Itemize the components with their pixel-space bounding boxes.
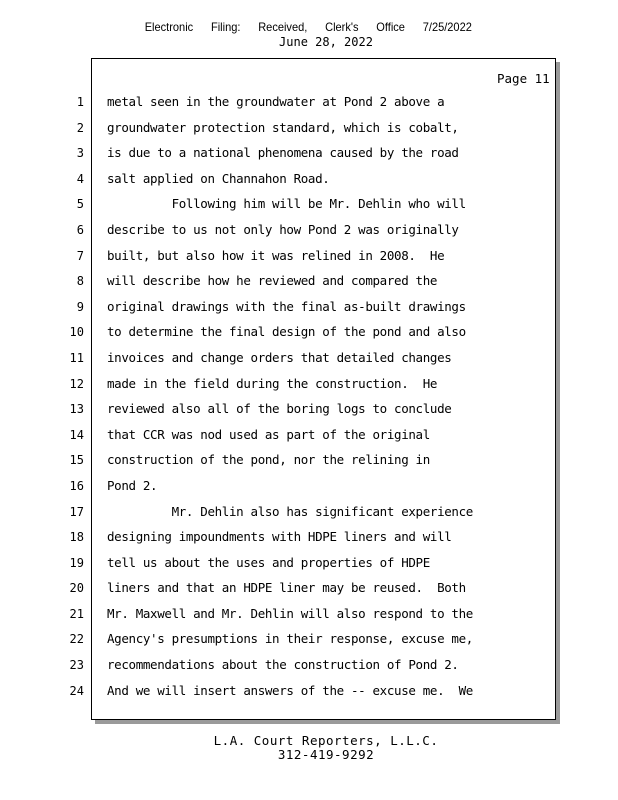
- transcript-line: to determine the final design of the pond and also: [107, 324, 466, 340]
- transcript-line: reviewed also all of the boring logs to conclude: [107, 401, 452, 417]
- line-number: 14: [69, 427, 84, 442]
- line-number: 4: [76, 171, 84, 186]
- line-number: 5: [76, 197, 84, 212]
- line-number: 2: [76, 120, 84, 135]
- transcript-line: Pond 2.: [107, 477, 158, 493]
- line-number: 17: [69, 504, 84, 519]
- line-number: 12: [69, 376, 84, 391]
- line-number: 22: [69, 632, 84, 647]
- transcript-line: describe to us not only how Pond 2 was originally: [107, 221, 459, 237]
- line-number: 16: [69, 478, 84, 493]
- transcript-line: salt applied on Channahon Road.: [107, 170, 330, 186]
- transcript-line: made in the field during the construction. He: [107, 375, 438, 391]
- transcript-line: designing impoundments with HDPE liners and will: [107, 529, 452, 545]
- transcript-line: tell us about the uses and properties of HDPE: [107, 554, 430, 570]
- line-number: 18: [69, 530, 84, 545]
- transcript-line: And we will insert answers of the -- excuse me. We: [107, 682, 473, 698]
- transcript-line: that CCR was nod used as part of the original: [107, 426, 430, 442]
- line-number: 9: [76, 299, 84, 314]
- filing-stamp-word: Office: [376, 20, 405, 34]
- transcript-line: is due to a national phenomena caused by the road: [107, 145, 459, 161]
- filing-stamp-word: Clerk's: [325, 20, 359, 34]
- court-reporter-name: L.A. Court Reporters, L.L.C.: [213, 733, 439, 748]
- line-number: 8: [76, 274, 84, 289]
- transcript-body: [107, 92, 547, 706]
- court-reporter-phone: 312-419-9292: [277, 747, 375, 762]
- line-number: 19: [69, 555, 84, 570]
- line-number: 6: [76, 222, 84, 237]
- transcript-line: Agency's presumptions in their response, excuse me,: [107, 631, 473, 647]
- line-number: 7: [76, 248, 84, 263]
- transcript-line: recommendations about the construction of Pond 2.: [107, 657, 459, 673]
- hearing-date: June 28, 2022: [279, 35, 373, 49]
- transcript-line: liners and that an HDPE liner may be reused. Both: [107, 580, 466, 596]
- line-number-column: [60, 92, 84, 706]
- transcript-line: Following him will be Mr. Dehlin who will: [107, 196, 466, 212]
- transcript-line: Mr. Dehlin also has significant experience: [107, 503, 473, 519]
- line-number: 23: [69, 658, 84, 673]
- filing-stamp-date: 7/25/2022: [422, 20, 472, 34]
- transcript-line: Mr. Maxwell and Mr. Dehlin will also respond to the: [107, 605, 473, 621]
- transcript-line: metal seen in the groundwater at Pond 2 above a: [107, 94, 445, 109]
- line-number: 21: [69, 606, 84, 621]
- line-number: 1: [76, 95, 84, 109]
- filing-stamp-word: Received,: [258, 20, 308, 34]
- line-number: 24: [69, 683, 84, 698]
- line-number: 10: [69, 325, 84, 340]
- line-number: 13: [69, 402, 84, 417]
- line-number: 11: [69, 350, 84, 365]
- transcript-line: original drawings with the final as-built drawings: [107, 298, 466, 314]
- transcript-line: construction of the pond, nor the relining in: [107, 452, 430, 468]
- line-number: 15: [69, 453, 84, 468]
- filing-stamp-word: Electronic: [144, 20, 194, 34]
- filing-stamp-word: Filing:: [210, 20, 241, 34]
- transcript-line: groundwater protection standard, which is cobalt,: [107, 119, 459, 135]
- transcript-line: invoices and change orders that detailed changes: [107, 349, 452, 365]
- filing-stamp: [24, 20, 593, 34]
- transcript-line: built, but also how it was relined in 2008. He: [107, 247, 445, 263]
- line-number: 3: [76, 146, 84, 161]
- transcript-line: will describe how he reviewed and compared the: [107, 273, 438, 289]
- line-number: 20: [69, 581, 84, 596]
- page-number: Page 11: [497, 71, 550, 86]
